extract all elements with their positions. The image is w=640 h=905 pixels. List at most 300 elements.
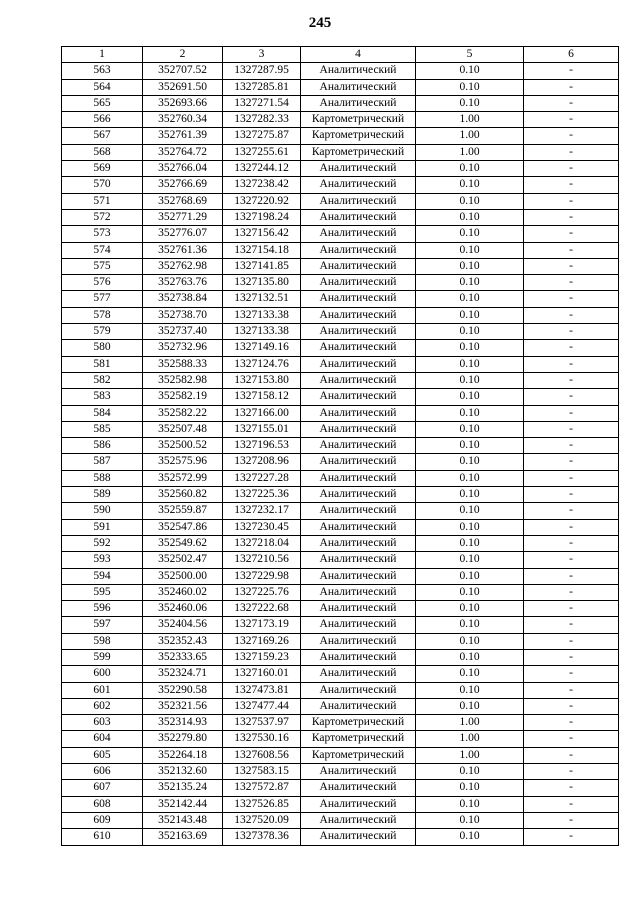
y-coordinate-cell: 1327169.26 [223,633,301,649]
y-coordinate-cell: 1327227.28 [223,470,301,486]
y-coordinate-cell: 1327378.36 [223,829,301,845]
point-number-cell: 570 [62,177,143,193]
point-number-cell: 598 [62,633,143,649]
method-cell: Картометрический [301,731,416,747]
y-coordinate-cell: 1327230.45 [223,519,301,535]
method-cell: Аналитический [301,552,416,568]
x-coordinate-cell: 352324.71 [143,666,223,682]
table-row [62,649,619,665]
point-number-cell: 569 [62,161,143,177]
table-row [62,519,619,535]
y-coordinate-cell: 1327210.56 [223,552,301,568]
point-number-cell: 574 [62,242,143,258]
y-coordinate-cell: 1327287.95 [223,63,301,79]
x-coordinate-cell: 352502.47 [143,552,223,568]
point-number-cell: 581 [62,356,143,372]
table-row [62,454,619,470]
accuracy-cell: 0.10 [416,372,524,388]
x-coordinate-cell: 352582.19 [143,389,223,405]
accuracy-cell: 0.10 [416,389,524,405]
note-cell: - [524,454,619,470]
note-cell: - [524,666,619,682]
x-coordinate-cell: 352732.96 [143,340,223,356]
y-coordinate-cell: 1327477.44 [223,698,301,714]
table-row [62,617,619,633]
note-cell: - [524,503,619,519]
note-cell: - [524,617,619,633]
accuracy-cell: 0.10 [416,161,524,177]
x-coordinate-cell: 352691.50 [143,79,223,95]
accuracy-cell: 0.10 [416,275,524,291]
table-row [62,226,619,242]
method-cell: Аналитический [301,63,416,79]
x-coordinate-cell: 352582.22 [143,405,223,421]
x-coordinate-cell: 352352.43 [143,633,223,649]
x-coordinate-cell: 352766.69 [143,177,223,193]
table-row [62,438,619,454]
x-coordinate-cell: 352738.70 [143,307,223,323]
x-coordinate-cell: 352768.69 [143,193,223,209]
method-cell: Картометрический [301,128,416,144]
x-coordinate-cell: 352132.60 [143,764,223,780]
point-number-cell: 592 [62,535,143,551]
table-row [62,487,619,503]
note-cell: - [524,79,619,95]
y-coordinate-cell: 1327572.87 [223,780,301,796]
table-row [62,633,619,649]
accuracy-cell: 0.10 [416,193,524,209]
accuracy-cell: 0.10 [416,552,524,568]
table-row [62,405,619,421]
table-row [62,356,619,372]
x-coordinate-cell: 352762.98 [143,258,223,274]
table-row [62,470,619,486]
y-coordinate-cell: 1327275.87 [223,128,301,144]
accuracy-cell: 1.00 [416,747,524,763]
column-header: 2 [143,47,223,63]
y-coordinate-cell: 1327208.96 [223,454,301,470]
note-cell: - [524,209,619,225]
x-coordinate-cell: 352764.72 [143,144,223,160]
accuracy-cell: 0.10 [416,698,524,714]
table-row [62,796,619,812]
table-row [62,128,619,144]
table-row [62,601,619,617]
method-cell: Картометрический [301,747,416,763]
method-cell: Аналитический [301,372,416,388]
table-row [62,242,619,258]
y-coordinate-cell: 1327285.81 [223,79,301,95]
table-body [62,63,619,845]
method-cell: Аналитический [301,340,416,356]
y-coordinate-cell: 1327133.38 [223,307,301,323]
table-row [62,682,619,698]
accuracy-cell: 0.10 [416,307,524,323]
table-row [62,340,619,356]
method-cell: Аналитический [301,324,416,340]
point-number-cell: 572 [62,209,143,225]
x-coordinate-cell: 352588.33 [143,356,223,372]
y-coordinate-cell: 1327158.12 [223,389,301,405]
y-coordinate-cell: 1327141.85 [223,258,301,274]
table-row [62,79,619,95]
method-cell: Аналитический [301,291,416,307]
y-coordinate-cell: 1327255.61 [223,144,301,160]
note-cell: - [524,812,619,828]
point-number-cell: 601 [62,682,143,698]
y-coordinate-cell: 1327159.23 [223,649,301,665]
note-cell: - [524,307,619,323]
y-coordinate-cell: 1327149.16 [223,340,301,356]
y-coordinate-cell: 1327173.19 [223,617,301,633]
method-cell: Аналитический [301,193,416,209]
method-cell: Аналитический [301,79,416,95]
point-number-cell: 578 [62,307,143,323]
x-coordinate-cell: 352771.29 [143,209,223,225]
accuracy-cell: 1.00 [416,128,524,144]
x-coordinate-cell: 352738.84 [143,291,223,307]
method-cell: Аналитический [301,226,416,242]
coordinates-table [61,46,619,846]
accuracy-cell: 0.10 [416,258,524,274]
accuracy-cell: 0.10 [416,226,524,242]
note-cell: - [524,144,619,160]
point-number-cell: 597 [62,617,143,633]
y-coordinate-cell: 1327198.24 [223,209,301,225]
accuracy-cell: 0.10 [416,633,524,649]
point-number-cell: 600 [62,666,143,682]
x-coordinate-cell: 352142.44 [143,796,223,812]
x-coordinate-cell: 352737.40 [143,324,223,340]
accuracy-cell: 0.10 [416,601,524,617]
accuracy-cell: 0.10 [416,63,524,79]
accuracy-cell: 0.10 [416,568,524,584]
accuracy-cell: 0.10 [416,209,524,225]
method-cell: Аналитический [301,829,416,845]
table-row [62,307,619,323]
note-cell: - [524,552,619,568]
method-cell: Аналитический [301,535,416,551]
point-number-cell: 575 [62,258,143,274]
point-number-cell: 608 [62,796,143,812]
note-cell: - [524,829,619,845]
point-number-cell: 586 [62,438,143,454]
accuracy-cell: 0.10 [416,454,524,470]
point-number-cell: 590 [62,503,143,519]
accuracy-cell: 0.10 [416,519,524,535]
accuracy-cell: 0.10 [416,764,524,780]
table-row [62,291,619,307]
note-cell: - [524,275,619,291]
x-coordinate-cell: 352279.80 [143,731,223,747]
accuracy-cell: 0.10 [416,291,524,307]
table-row [62,63,619,79]
x-coordinate-cell: 352572.99 [143,470,223,486]
method-cell: Аналитический [301,307,416,323]
y-coordinate-cell: 1327537.97 [223,715,301,731]
table-row [62,193,619,209]
accuracy-cell: 0.10 [416,438,524,454]
method-cell: Аналитический [301,470,416,486]
y-coordinate-cell: 1327271.54 [223,95,301,111]
y-coordinate-cell: 1327282.33 [223,112,301,128]
method-cell: Картометрический [301,112,416,128]
accuracy-cell: 1.00 [416,112,524,128]
y-coordinate-cell: 1327218.04 [223,535,301,551]
note-cell: - [524,568,619,584]
y-coordinate-cell: 1327166.00 [223,405,301,421]
accuracy-cell: 0.10 [416,780,524,796]
method-cell: Аналитический [301,275,416,291]
table-row [62,372,619,388]
method-cell: Аналитический [301,95,416,111]
x-coordinate-cell: 352460.02 [143,584,223,600]
y-coordinate-cell: 1327154.18 [223,242,301,258]
method-cell: Картометрический [301,144,416,160]
note-cell: - [524,128,619,144]
column-header: 4 [301,47,416,63]
x-coordinate-cell: 352404.56 [143,617,223,633]
x-coordinate-cell: 352582.98 [143,372,223,388]
table-row [62,780,619,796]
method-cell: Аналитический [301,503,416,519]
point-number-cell: 593 [62,552,143,568]
method-cell: Аналитический [301,649,416,665]
note-cell: - [524,258,619,274]
x-coordinate-cell: 352693.66 [143,95,223,111]
note-cell: - [524,95,619,111]
point-number-cell: 585 [62,421,143,437]
table-row [62,258,619,274]
point-number-cell: 567 [62,128,143,144]
accuracy-cell: 0.10 [416,356,524,372]
table-row [62,584,619,600]
method-cell: Аналитический [301,584,416,600]
method-cell: Аналитический [301,601,416,617]
y-coordinate-cell: 1327155.01 [223,421,301,437]
note-cell: - [524,421,619,437]
y-coordinate-cell: 1327530.16 [223,731,301,747]
x-coordinate-cell: 352766.04 [143,161,223,177]
x-coordinate-cell: 352143.48 [143,812,223,828]
note-cell: - [524,356,619,372]
point-number-cell: 583 [62,389,143,405]
method-cell: Аналитический [301,209,416,225]
accuracy-cell: 0.10 [416,324,524,340]
table-row [62,535,619,551]
accuracy-cell: 0.10 [416,535,524,551]
note-cell: - [524,487,619,503]
y-coordinate-cell: 1327608.56 [223,747,301,763]
column-header: 3 [223,47,301,63]
table-row [62,112,619,128]
point-number-cell: 568 [62,144,143,160]
method-cell: Аналитический [301,438,416,454]
x-coordinate-cell: 352500.52 [143,438,223,454]
note-cell: - [524,112,619,128]
note-cell: - [524,764,619,780]
table-row [62,698,619,714]
point-number-cell: 577 [62,291,143,307]
table-row [62,764,619,780]
point-number-cell: 607 [62,780,143,796]
note-cell: - [524,324,619,340]
x-coordinate-cell: 352460.06 [143,601,223,617]
y-coordinate-cell: 1327520.09 [223,812,301,828]
x-coordinate-cell: 352135.24 [143,780,223,796]
x-coordinate-cell: 352560.82 [143,487,223,503]
y-coordinate-cell: 1327132.51 [223,291,301,307]
accuracy-cell: 0.10 [416,340,524,356]
x-coordinate-cell: 352776.07 [143,226,223,242]
table-row [62,812,619,828]
point-number-cell: 582 [62,372,143,388]
point-number-cell: 602 [62,698,143,714]
note-cell: - [524,242,619,258]
x-coordinate-cell: 352290.58 [143,682,223,698]
y-coordinate-cell: 1327133.38 [223,324,301,340]
note-cell: - [524,161,619,177]
accuracy-cell: 0.10 [416,242,524,258]
point-number-cell: 606 [62,764,143,780]
method-cell: Аналитический [301,258,416,274]
method-cell: Аналитический [301,519,416,535]
y-coordinate-cell: 1327238.42 [223,177,301,193]
method-cell: Аналитический [301,177,416,193]
point-number-cell: 573 [62,226,143,242]
accuracy-cell: 1.00 [416,715,524,731]
accuracy-cell: 0.10 [416,829,524,845]
point-number-cell: 605 [62,747,143,763]
header-row [62,47,619,63]
method-cell: Аналитический [301,666,416,682]
note-cell: - [524,193,619,209]
note-cell: - [524,63,619,79]
table-row [62,324,619,340]
x-coordinate-cell: 352760.34 [143,112,223,128]
method-cell: Аналитический [301,242,416,258]
accuracy-cell: 1.00 [416,144,524,160]
note-cell: - [524,633,619,649]
accuracy-cell: 1.00 [416,731,524,747]
table-row [62,747,619,763]
point-number-cell: 576 [62,275,143,291]
method-cell: Аналитический [301,617,416,633]
method-cell: Аналитический [301,812,416,828]
accuracy-cell: 0.10 [416,649,524,665]
method-cell: Аналитический [301,568,416,584]
method-cell: Аналитический [301,682,416,698]
note-cell: - [524,291,619,307]
note-cell: - [524,405,619,421]
table-row [62,568,619,584]
note-cell: - [524,470,619,486]
note-cell: - [524,177,619,193]
point-number-cell: 579 [62,324,143,340]
point-number-cell: 594 [62,568,143,584]
accuracy-cell: 0.10 [416,584,524,600]
note-cell: - [524,780,619,796]
note-cell: - [524,372,619,388]
y-coordinate-cell: 1327526.85 [223,796,301,812]
accuracy-cell: 0.10 [416,812,524,828]
point-number-cell: 604 [62,731,143,747]
page-number: 245 [308,15,332,31]
note-cell: - [524,340,619,356]
y-coordinate-cell: 1327124.76 [223,356,301,372]
y-coordinate-cell: 1327156.42 [223,226,301,242]
note-cell: - [524,601,619,617]
method-cell: Аналитический [301,356,416,372]
y-coordinate-cell: 1327473.81 [223,682,301,698]
y-coordinate-cell: 1327225.36 [223,487,301,503]
point-number-cell: 565 [62,95,143,111]
table-row [62,421,619,437]
table-row [62,389,619,405]
accuracy-cell: 0.10 [416,487,524,503]
note-cell: - [524,584,619,600]
accuracy-cell: 0.10 [416,796,524,812]
y-coordinate-cell: 1327153.80 [223,372,301,388]
method-cell: Аналитический [301,796,416,812]
note-cell: - [524,226,619,242]
point-number-cell: 563 [62,63,143,79]
point-number-cell: 566 [62,112,143,128]
method-cell: Аналитический [301,405,416,421]
x-coordinate-cell: 352707.52 [143,63,223,79]
x-coordinate-cell: 352321.56 [143,698,223,714]
method-cell: Аналитический [301,454,416,470]
method-cell: Аналитический [301,633,416,649]
table-row [62,161,619,177]
y-coordinate-cell: 1327232.17 [223,503,301,519]
note-cell: - [524,715,619,731]
x-coordinate-cell: 352549.62 [143,535,223,551]
accuracy-cell: 0.10 [416,503,524,519]
accuracy-cell: 0.10 [416,79,524,95]
table-row [62,829,619,845]
y-coordinate-cell: 1327196.53 [223,438,301,454]
point-number-cell: 603 [62,715,143,731]
x-coordinate-cell: 352507.48 [143,421,223,437]
x-coordinate-cell: 352264.18 [143,747,223,763]
point-number-cell: 564 [62,79,143,95]
point-number-cell: 588 [62,470,143,486]
method-cell: Аналитический [301,421,416,437]
table-row [62,275,619,291]
column-header: 1 [62,47,143,63]
table-row [62,731,619,747]
point-number-cell: 589 [62,487,143,503]
y-coordinate-cell: 1327583.15 [223,764,301,780]
point-number-cell: 596 [62,601,143,617]
accuracy-cell: 0.10 [416,682,524,698]
table-row [62,95,619,111]
x-coordinate-cell: 352761.39 [143,128,223,144]
accuracy-cell: 0.10 [416,470,524,486]
note-cell: - [524,535,619,551]
table-row [62,503,619,519]
point-number-cell: 587 [62,454,143,470]
x-coordinate-cell: 352547.86 [143,519,223,535]
column-header: 6 [524,47,619,63]
x-coordinate-cell: 352575.96 [143,454,223,470]
y-coordinate-cell: 1327229.98 [223,568,301,584]
y-coordinate-cell: 1327160.01 [223,666,301,682]
point-number-cell: 610 [62,829,143,845]
method-cell: Аналитический [301,487,416,503]
accuracy-cell: 0.10 [416,617,524,633]
